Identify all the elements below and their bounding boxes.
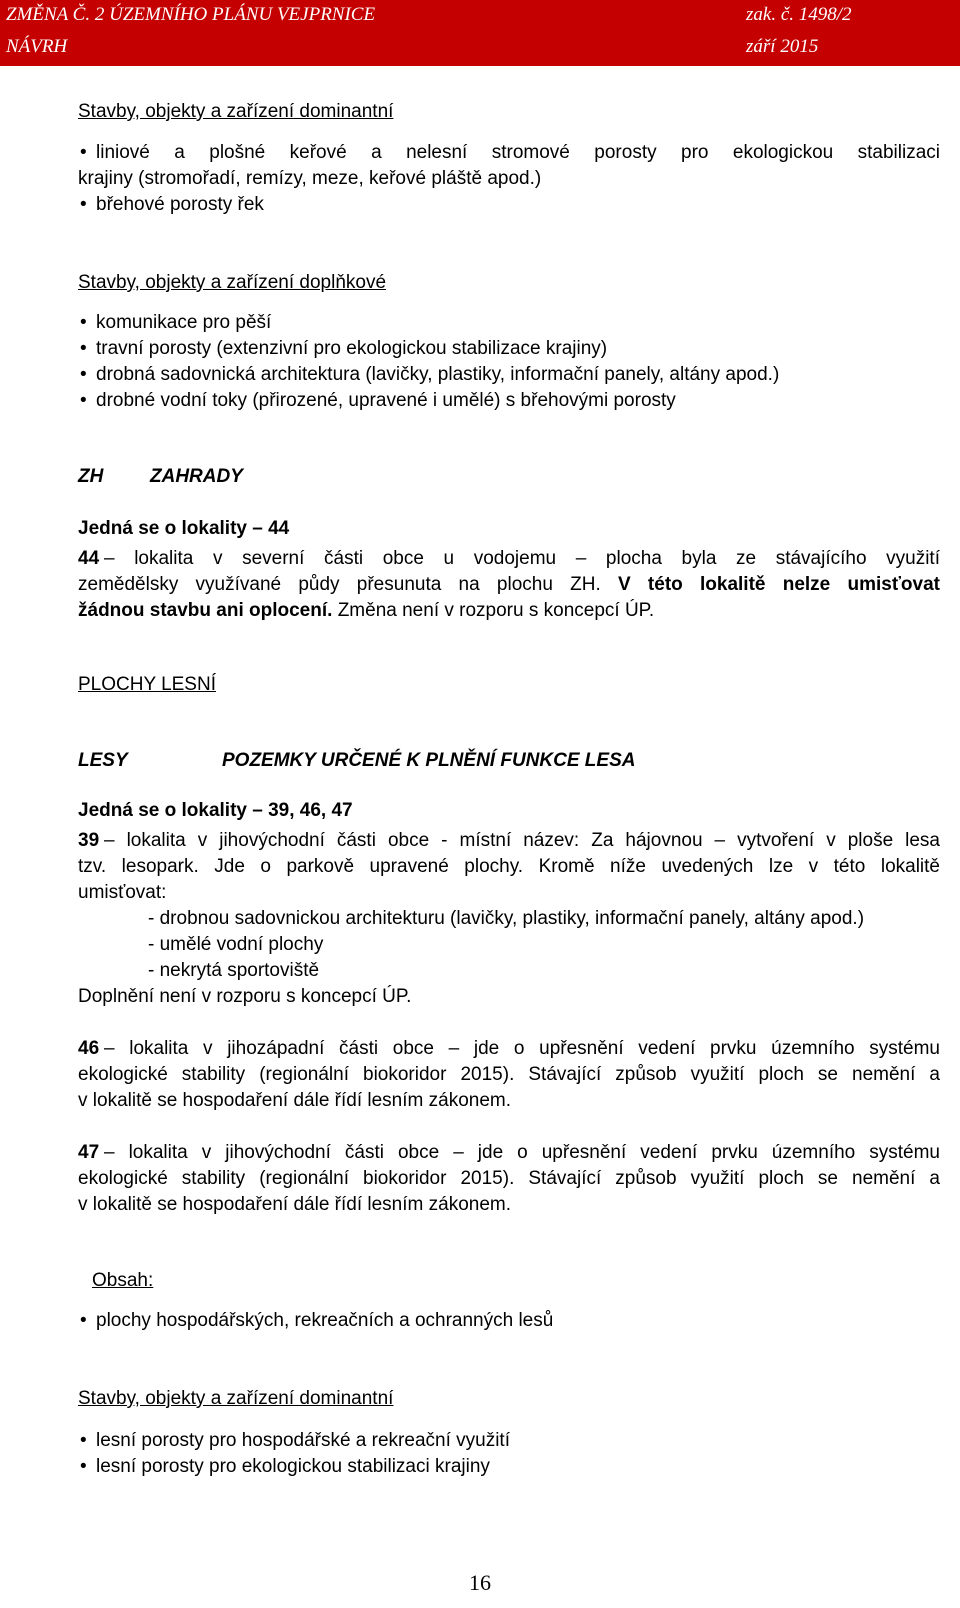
list-item: - drobnou sadovnickou architekturu (lavičky, plastiky, informační panely, altány apod.) [148,908,865,929]
zone-title-zahrady: ZAHRADY [150,466,243,487]
bullet-dot-icon: • [80,390,87,411]
bullet-text: plochy hospodářských, rekreačních a ochranných lesů [96,1310,554,1331]
lokalita-text: – lokalita v severní části obce u vodojemu – plocha byla ze stávajícího využití [104,548,940,569]
bullet-text: travní porosty (extenzivní pro ekologickou stabilizace krajiny) [96,338,608,359]
document-title: ZMĚNA Č. 2 ÚZEMNÍHO PLÁNU VEJPRNICE [6,4,376,25]
lokalita-text: ekologické stability (regionální biokoridor 2015). Stávající způsob využití ploch se nemění a [78,1064,940,1085]
section-heading-dominant: Stavby, objekty a zařízení dominantní [78,1388,394,1409]
document-date: září 2015 [746,36,819,57]
bullet-dot-icon: • [80,364,87,385]
lokalita-text: žádnou stavbu ani oplocení. Změna není v rozporu s koncepcí ÚP. [78,600,655,621]
bullet-dot-icon: • [80,1310,87,1331]
bullet-text: komunikace pro pěší [96,312,272,333]
bullet-dot-icon: • [80,1430,87,1451]
lokalita-text: v lokalitě se hospodaření dále řídí lesním zákonem. [78,1194,512,1215]
list-item: - nekrytá sportoviště [148,960,320,981]
lokalita-number: 39 [78,830,100,851]
bullet-text-continued: krajiny (stromořadí, remízy, meze, keřové pláště apod.) [78,168,542,189]
zone-code-lesy: LESY [78,750,128,771]
bullet-text: drobné vodní toky (přirozené, upravené i umělé) s břehovými porosty [96,390,676,411]
lokalita-number: 47 [78,1142,100,1163]
bullet-dot-icon: • [80,1456,87,1477]
document-status: NÁVRH [6,36,68,57]
obsah-heading: Obsah: [92,1270,154,1291]
bullet-dot-icon: • [80,194,87,215]
lokalita-number: 44 [78,548,100,569]
bullet-dot-icon: • [80,142,87,163]
lokalita-text: zemědělsky využívané půdy přesunuta na plochu ZH. V této lokalitě nelze umisťovat [78,574,940,595]
lokalita-text: – lokalita v jihozápadní části obce – jde o upřesnění vedení prvku územního systému [104,1038,940,1059]
section-heading-supplementary: Stavby, objekty a zařízení doplňkové [78,272,387,293]
bullet-text: drobná sadovnická architektura (lavičky, plastiky, informační panely, altány apod.) [96,364,780,385]
lokalita-text: umisťovat: [78,882,167,903]
bullet-text: lesní porosty pro hospodářské a rekreační využití [96,1430,510,1451]
zone-title-lesa: POZEMKY URČENÉ K PLNĚNÍ FUNKCE LESA [222,750,636,771]
lokalita-text: tzv. lesopark. Jde o parkově upravené plochy. Kromě níže uvedených lze v této lokalitě [78,856,940,877]
zone-code-zh: ZH [78,466,104,487]
bullet-text: liniové a plošné keřové a nelesní stromové porosty pro ekologickou stabilizaci [96,142,940,163]
lokalita-text: – lokalita v jihovýchodní části obce – jde o upřesnění vedení prvku územního systému [104,1142,940,1163]
page-number: 16 [469,1570,491,1595]
lokality-heading: Jedná se o lokality – 44 [78,518,290,539]
lokality-heading: Jedná se o lokality – 39, 46, 47 [78,800,353,821]
order-number: zak. č. 1498/2 [746,4,852,25]
lokalita-text: – lokalita v jihovýchodní části obce - místní název: Za hájovnou – vytvoření v ploše lesa [104,830,940,851]
lokalita-text: v lokalitě se hospodaření dále řídí lesním zákonem. [78,1090,512,1111]
bullet-dot-icon: • [80,338,87,359]
lokalita-text: Doplnění není v rozporu s koncepcí ÚP. [78,986,412,1007]
bullet-text: břehové porosty řek [96,194,264,215]
lokalita-text: ekologické stability (regionální biokoridor 2015). Stávající způsob využití ploch se nemění a [78,1168,940,1189]
lokalita-number: 46 [78,1038,100,1059]
section-heading-plochy-lesni: PLOCHY LESNÍ [78,674,216,695]
bullet-dot-icon: • [80,312,87,333]
bullet-text: lesní porosty pro ekologickou stabilizaci krajiny [96,1456,490,1477]
section-heading-dominant: Stavby, objekty a zařízení dominantní [78,101,394,122]
list-item: - umělé vodní plochy [148,934,324,955]
